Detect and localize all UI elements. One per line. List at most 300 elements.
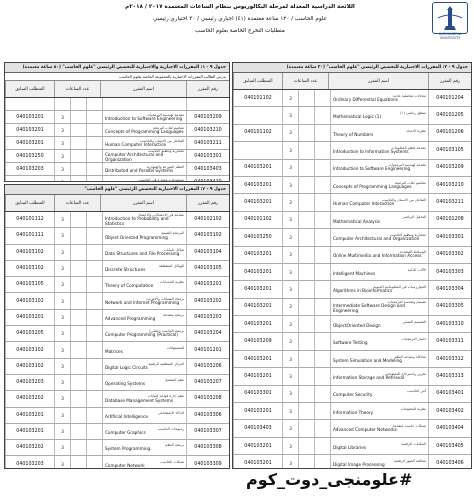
table-row [5,391,229,407]
prerequisite-cell: 040103105 [5,277,54,292]
course-name-cell [330,420,428,436]
course-code-cell: 040103312 [428,351,471,367]
hours-total-cell: 3 [54,342,70,357]
hours-lecture-cell [298,177,314,193]
course-name-english: System Simulation and Modeling [333,357,402,363]
table-row [5,310,229,326]
course-code-cell: 040103301 [186,150,229,162]
hours-practical-cell [86,98,102,110]
hours-total-cell: 3 [282,438,298,454]
prerequisite-cell: 040103201 [5,137,54,149]
course-name-english: Discrete Structures [105,267,146,273]
hours-practical-cell [314,333,330,349]
course-name-english: Human Computer Interaction [105,141,167,147]
course-name-cell [102,98,186,110]
hours-practical-cell [314,194,330,210]
course-name-english: Data Structures and File Processing [105,250,180,256]
hours-lecture-cell [298,333,314,349]
course-code-cell: 040103210 [186,124,229,136]
course-name-arabic: الهياكل المتقطعة [158,264,184,269]
hours-total-cell: 3 [54,261,70,276]
course-code-cell: 040103105 [428,142,471,158]
course-name-english: Advanced Computer Networks [333,427,397,433]
hours-total-cell: 3 [54,359,70,374]
course-name-arabic: التحليل الرياضي [402,215,426,220]
course-name-arabic: التصميم الشيئي [402,319,426,324]
course-name-cell [102,310,186,325]
prerequisite-cell: 040103201 [233,316,282,332]
hours-total-cell: 3 [54,310,70,325]
course-code-cell: 040101204 [428,90,471,106]
course-name-arabic: شبكات حاسب متقدمة [392,424,426,429]
hours-practical-cell [314,90,330,106]
course-name-arabic: منطق رياضي (١) [400,111,426,116]
hours-lecture-cell [298,194,314,210]
hours-total-cell: 3 [282,299,298,315]
hours-lecture-cell [70,310,86,325]
hours-lecture-cell [70,150,86,162]
course-name-english: Introduction to Probability and Statistics [105,215,169,226]
prerequisite-cell: 040103250 [5,150,54,162]
course-name-cell [330,351,428,367]
course-name-arabic: مفاهيم لغات البرمجة [394,180,426,185]
course-name-english: Mathematical Analysis [333,218,381,224]
course-code-cell: 040103209 [428,160,471,176]
prerequisite-cell [233,142,282,158]
course-code-cell: 040103209 [186,111,229,123]
hours-practical-cell [314,160,330,176]
header-subtitle: علوم الحاسب / ١٢٠ ساعة معتمدة (٤١) اجباري رئيسي / ٣٠ اختياري رئيسي [153,16,327,22]
hours-lecture-cell [70,111,86,123]
prerequisite-cell: 040103201 [233,177,282,193]
course-name-english: Mathematical Logic (1) [333,114,382,120]
hours-lecture-cell [70,261,86,276]
course-name-cell [102,440,186,455]
table-row [233,299,471,316]
hours-practical-cell [86,277,102,292]
course-name-english: Database Management Systems [105,397,174,403]
prerequisite-cell: 040103201 [233,281,282,297]
table-row [5,98,229,111]
course-name-arabic: أمن الحاسب [407,389,426,394]
course-name-arabic: التفاعل بين الانسان والحاسب [140,138,184,143]
table-row [233,160,471,177]
prerequisite-cell: 040103201 [5,111,54,123]
hours-practical-cell [86,163,102,175]
hours-total-cell: 3 [54,391,70,406]
course-name-cell [330,316,428,332]
course-name-english: Artificial Intelligence [105,413,148,419]
hours-total-cell: 3 [282,107,298,123]
course-name-arabic: اختبار البرمجيات [401,337,426,342]
prerequisite-cell: 040103201 [233,247,282,263]
course-name-cell [330,229,428,245]
hours-practical-cell [314,247,330,263]
course-name-cell [330,194,428,210]
hours-lecture-cell [70,326,86,341]
course-name-english: Digital Logic Circuits [105,364,148,370]
hours-total-cell: 3 [282,247,298,263]
table-row [233,264,471,281]
course-code-cell: 040103105 [186,261,229,276]
course-name-english: Introduction to Information Systems [333,149,409,155]
hours-total-cell: 3 [282,160,298,176]
prerequisite-cell [233,107,282,123]
course-code-cell: 040102102 [186,212,229,227]
course-name-cell [330,299,428,315]
prerequisite-cell: 040103202 [5,440,54,455]
table-row [5,359,229,375]
course-name-english: Computer Security [333,392,373,398]
hours-total-cell: 3 [282,125,298,141]
hours-lecture-cell [298,316,314,332]
table-row [5,375,229,391]
hours-lecture-cell [70,293,86,308]
course-code-cell: 040103204 [186,326,229,341]
hours-lecture-cell [298,142,314,158]
prerequisite-cell: 040103403 [233,420,282,436]
table-row [233,142,471,159]
table-note: يدرس الطالب المقررات الاختيارية بالمجموعة الخاصة بعلوم الحاسب [5,73,229,81]
course-code-cell: 040103304 [428,281,471,297]
hours-practical-cell [86,359,102,374]
course-code-cell: 040103307 [186,424,229,439]
hours-total-cell: 3 [282,281,298,297]
course-name-arabic: معمارية وتنظيم الحاسب [147,150,184,154]
header-title: اللائحة الدراسية المعدلة لمرحلة البكالوريوس بنظام الساعات المعتمدة ٢٠١٧ / ٢٠١٨م [125,4,355,10]
table-row [233,420,471,437]
course-name-english: Digital Image Processing [333,462,385,468]
hours-lecture-cell [70,408,86,423]
table-row [233,229,471,246]
course-name-english: Software Testing [333,340,368,346]
course-name-cell [102,228,186,243]
prerequisite-cell: 040101102 [233,125,282,141]
hours-practical-cell [86,293,102,308]
hours-lecture-cell [70,212,86,227]
table-row [5,277,229,293]
hours-practical-cell [86,228,102,243]
prerequisite-cell: 040103250 [233,229,282,245]
table-row [5,342,229,358]
hours-total-cell: 3 [282,212,298,228]
hours-lecture-cell [298,386,314,402]
course-code-cell: 040103208 [186,391,229,406]
hours-total-cell: 3 [54,228,70,243]
hours-lecture-cell [70,391,86,406]
table-row [5,228,229,244]
prerequisite-cell: 040103102 [5,342,54,357]
table-row [5,111,229,124]
hours-practical-cell [314,177,330,193]
hours-total-cell: 3 [54,150,70,162]
course-name-cell [102,124,186,136]
hours-lecture-cell [70,456,86,469]
hours-total-cell: 3 [282,264,298,280]
hours-total-cell: 3 [282,194,298,210]
course-name-english: Advanced Programming [105,316,156,322]
col-hours: عدد الساعات [54,195,100,211]
prerequisite-cell: 040103201 [233,403,282,419]
course-code-cell: 040103404 [428,420,471,436]
hours-lecture-cell [298,368,314,384]
hours-practical-cell [314,125,330,141]
prerequisite-cell: 040103201 [233,438,282,454]
course-name-cell [102,424,186,439]
course-name-arabic: برمجة الشبكات والانترنت [146,296,184,301]
hours-total-cell: 3 [54,124,70,136]
course-code-cell: 040103203 [186,310,229,325]
course-name-arabic: مقدمة لهندسة البرمجيات [146,112,184,117]
hours-lecture-cell [298,438,314,454]
course-name-arabic: مقدمة لهندسة البرمجيات [388,163,426,168]
prerequisite-cell: 040101102 [233,212,282,228]
course-code-cell: 040103305 [428,299,471,315]
course-name-cell [330,142,428,158]
course-code-cell: 040103104 [186,245,229,260]
course-name-english: Computer Architectural and Organization [333,235,420,241]
hours-practical-cell [314,107,330,123]
course-name-arabic: نظرية الاعداد [406,128,426,133]
course-code-cell: 040101201 [186,342,229,357]
prerequisite-cell: 040103209 [233,333,282,349]
course-name-english: Computer Graphics [105,430,146,436]
table-row [233,212,471,229]
course-name-arabic: شبكات الحاسب [160,459,184,464]
course-name-cell [330,177,428,193]
course-name-cell [330,438,428,454]
table-row [233,177,471,194]
hours-total-cell: 3 [282,351,298,367]
col-course-code: رقم المقرر [186,81,229,97]
course-name-cell [330,125,428,141]
course-code-cell [186,98,229,110]
course-code-cell: 040101206 [428,125,471,141]
hours-practical-cell [314,264,330,280]
hours-practical-cell [314,229,330,245]
prerequisite-cell: 040103201 [233,351,282,367]
hours-lecture-cell [70,342,86,357]
logo-caption: ALEXANDRIA UNIVERSITY [438,32,462,40]
course-name-english: Object Oriented Programming [105,234,168,240]
hours-practical-cell [314,142,330,158]
col-course-code: رقم المقرر [186,195,229,211]
hours-total-cell: 3 [54,408,70,423]
course-name-cell [102,150,186,162]
course-name-cell [102,261,186,276]
hours-lecture-cell [70,440,86,455]
table-row [233,333,471,350]
prerequisite-cell: 040103201 [233,194,282,210]
table-elective-courses-a [4,184,230,469]
hours-lecture-cell [298,281,314,297]
hours-practical-cell [86,150,102,162]
hours-lecture-cell [298,247,314,263]
col-prerequisite: المتطلب السابق [233,73,282,89]
course-name-cell [102,245,186,260]
prerequisite-cell: 040103203 [5,456,54,469]
course-name-arabic: النظم الموزعة والمتوازية [146,164,184,169]
course-name-arabic: برمجة الحاسب (عملي) [149,329,184,334]
course-code-cell: 040103401 [428,386,471,402]
col-prerequisite: المتطلب السابق [5,195,54,211]
table-row [233,247,471,264]
hours-practical-cell [86,391,102,406]
course-name-arabic: البرمجة الشيئية [161,231,184,236]
course-name-arabic: تصميم وهندسة البرمجيات [387,299,426,304]
course-code-cell: 040103206 [186,359,229,374]
course-name-arabic: نظرية المعلومات [400,406,426,411]
course-name-english: Introduction to Software Engineering [105,115,183,121]
hours-lecture-cell [298,264,314,280]
hours-practical-cell [86,124,102,136]
table-row [233,107,471,124]
course-name-cell [330,107,428,123]
prerequisite-cell: 040101112 [5,212,54,227]
course-code-cell: 040103310 [428,316,471,332]
course-name-arabic: الآلات الذكية [407,267,426,272]
hours-total-cell: 3 [54,111,70,123]
prerequisite-cell: 040103301 [233,386,282,402]
course-code-cell: 040103302 [428,247,471,263]
course-name-cell [102,456,186,469]
hours-lecture-cell [298,212,314,228]
hours-practical-cell [86,408,102,423]
course-name-english: Computer Network [105,462,145,468]
hours-total-cell: 3 [282,333,298,349]
course-name-cell [330,247,428,263]
table-row [5,137,229,150]
course-name-arabic: مفاهيم لغات البرمجة [152,125,184,130]
course-name-english: Information Theory [333,409,374,415]
course-name-english: Ordinary Differential Equations [333,96,398,102]
hours-total-cell: 3 [54,277,70,292]
hours-total-cell: 3 [282,403,298,419]
table-row [5,293,229,309]
hours-lecture-cell [298,90,314,106]
course-name-cell [102,293,186,308]
hours-practical-cell [314,281,330,297]
header-section-title: متطلبات التخرج الخاصة بعلوم الحاسب [195,28,285,34]
hours-lecture-cell [298,299,314,315]
hours-practical-cell [86,310,102,325]
table-row [233,194,471,211]
hours-total-cell: 3 [54,440,70,455]
course-name-cell [102,137,186,149]
hours-total-cell: 3 [54,212,70,227]
course-name-arabic: المكتبات الرقمية [401,441,426,446]
course-name-english: Intelligent Machines [333,270,376,276]
course-name-english: Operating Systems [105,381,146,387]
course-name-english: Distributed and Parallel Systems [105,167,174,173]
course-name-english: Network and Internet Programming [105,299,180,305]
hours-practical-cell [86,137,102,149]
hours-practical-cell [314,403,330,419]
hours-lecture-cell [298,455,314,469]
table-row [5,456,229,469]
prerequisite-cell: 040101111 [5,228,54,243]
table-title: جدول ٩ - ٢: المقررات الاختيارية للتخصص الرئيسي "علوم الحاسب" [5,185,229,195]
course-name-cell [330,386,428,402]
table-header [5,195,229,212]
course-name-cell [330,455,428,469]
course-code-cell: 040103405 [428,438,471,454]
col-prerequisite: المتطلب السابق [5,81,54,97]
course-name-english: Introduction to Software Engineering [333,166,411,172]
watermark-hashtag: #علومنجى_دوت_كوم [246,470,413,489]
course-name-arabic: رسومات الحاسب [157,427,184,432]
hours-practical-cell [314,351,330,367]
prerequisite-cell: 040103203 [5,163,54,175]
course-name-english: Human Computer Interaction [333,201,395,207]
course-code-cell: 040103313 [428,368,471,384]
table-row [233,368,471,385]
course-code-cell: 040103406 [428,455,471,469]
prerequisite-cell: 040103201 [233,264,282,280]
course-name-cell [102,408,186,423]
course-name-arabic: نظرية الحسابات [159,280,184,285]
prerequisite-cell: 040103201 [233,368,282,384]
prerequisite-cell: 040103201 [5,424,54,439]
course-name-english: Algorithms in Bioinformatics [333,288,393,294]
course-name-arabic: هياكل البيانات [163,247,184,252]
hours-lecture-cell [70,163,86,175]
course-name-arabic: برمجة النظم [165,443,184,448]
course-name-cell [102,163,186,175]
prerequisite-cell [5,98,54,110]
hours-total-cell: 3 [282,90,298,106]
table-header [5,81,229,98]
prerequisite-cell: 040103201 [233,160,282,176]
course-name-english: System Programming [105,446,151,452]
course-name-cell [102,212,186,227]
table-row [233,455,471,469]
hours-practical-cell [314,438,330,454]
table-row [5,245,229,261]
course-name-arabic: مقدمة لنظم المعلومات [391,145,426,150]
hours-total-cell: 3 [282,229,298,245]
table-row [5,163,229,176]
course-name-cell [102,391,186,406]
course-name-english: Theory of Numbers [333,131,374,137]
hours-total-cell: 3 [54,456,70,469]
hours-practical-cell [86,375,102,390]
table-row [233,316,471,333]
hours-lecture-cell [70,176,86,182]
hours-lecture-cell [298,420,314,436]
table-row [5,408,229,424]
course-code-cell: 040103303 [428,264,471,280]
table-row [5,176,229,182]
prerequisite-cell: 040103201 [233,455,282,469]
hours-lecture-cell [70,277,86,292]
course-name-arabic: المصفوفات [166,345,184,350]
hours-lecture-cell [70,137,86,149]
course-code-cell: 040103210 [428,177,471,193]
table-row [233,125,471,142]
hours-total-cell: 3 [282,455,298,469]
course-name-cell [330,264,428,280]
hours-lecture-cell [298,125,314,141]
hours-practical-cell [314,316,330,332]
course-code-cell: 040103301 [428,229,471,245]
hours-practical-cell [314,386,330,402]
university-logo [432,2,468,34]
hours-lecture-cell [70,359,86,374]
course-code-cell: 040103309 [186,456,229,469]
table-row [233,281,471,298]
course-name-arabic: مقدمة في الاحتمالات والاحصاء [138,212,184,217]
